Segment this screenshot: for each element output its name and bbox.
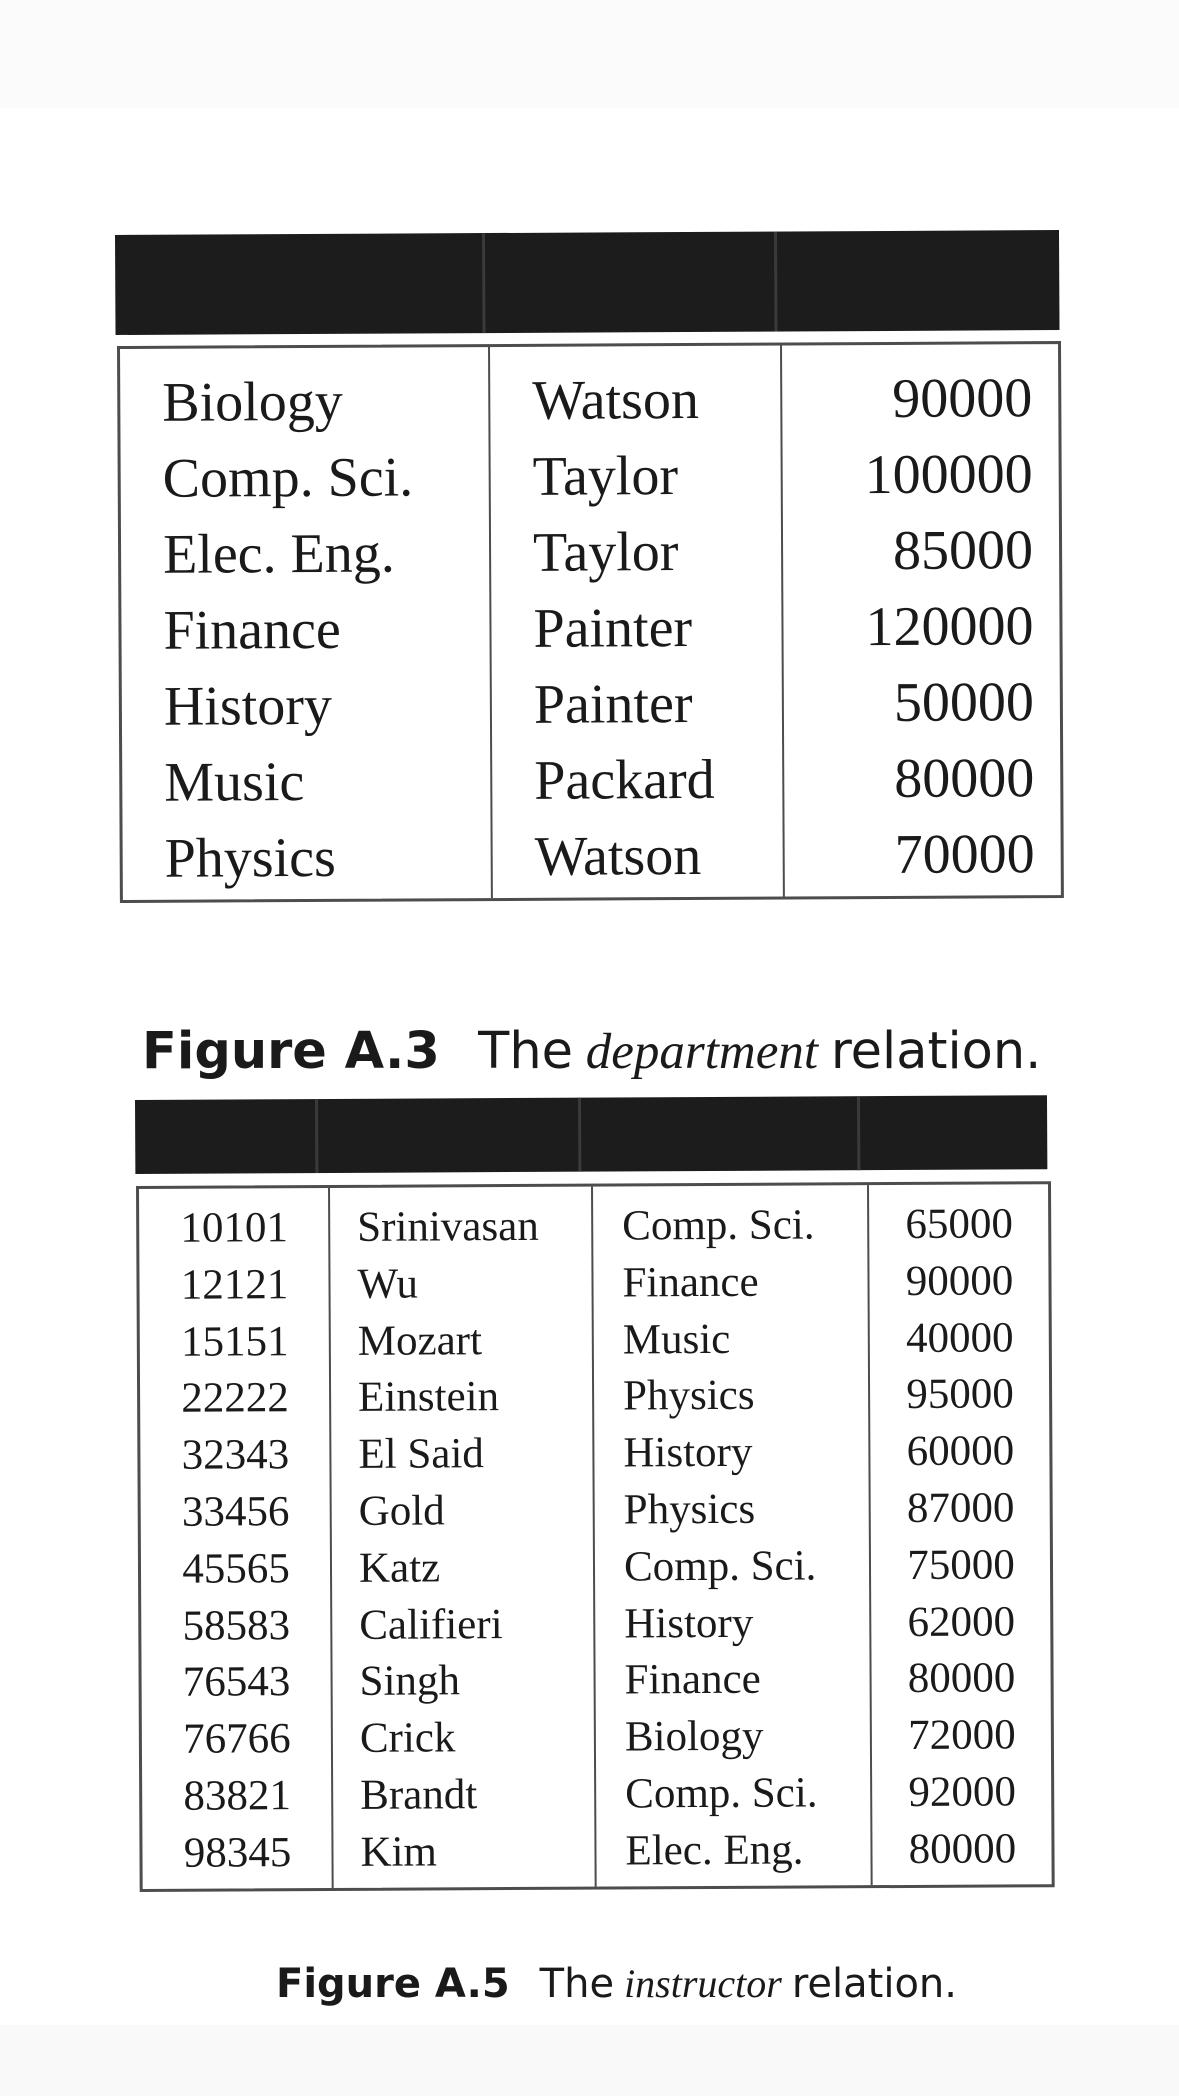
instructor-table-header-bar xyxy=(135,1095,1047,1174)
table-cell: 83821 xyxy=(183,1772,292,1820)
instructor-name-column xyxy=(357,1199,601,1882)
table-cell: Biology xyxy=(624,1712,764,1761)
table-cell: Watson xyxy=(534,824,702,888)
table-cell: 80000 xyxy=(894,747,1035,810)
table-cell: 95000 xyxy=(906,1370,1014,1419)
instructor-id-column xyxy=(149,1200,323,1882)
table-cell: 32343 xyxy=(181,1431,290,1479)
table-cell: 10101 xyxy=(180,1204,289,1252)
table-cell: Kim xyxy=(360,1828,438,1876)
table-cell: Finance xyxy=(163,598,341,662)
caption-label: Figure A.5 xyxy=(276,1961,510,2007)
table-cell: 70000 xyxy=(894,823,1035,886)
department-building-column xyxy=(532,361,795,894)
table-cell: Califieri xyxy=(359,1600,503,1649)
instructor-table xyxy=(136,1181,1055,1892)
table-cell: Physics xyxy=(622,1372,755,1420)
table-cell: Brandt xyxy=(360,1771,478,1819)
department-dept-name-column xyxy=(162,363,485,897)
top-margin xyxy=(0,0,1179,108)
table-cell: Srinivasan xyxy=(357,1202,539,1251)
table-cell: Comp. Sci. xyxy=(623,1542,817,1591)
table-cell: El Said xyxy=(358,1430,484,1479)
table-cell: Physics xyxy=(164,826,337,890)
table-cell: 58583 xyxy=(182,1601,291,1650)
caption-text: The xyxy=(478,1022,574,1081)
table-cell: 45565 xyxy=(182,1544,290,1593)
column-divider xyxy=(328,1188,334,1888)
header-divider xyxy=(482,233,486,333)
department-table xyxy=(117,341,1064,903)
caption-emphasis: department xyxy=(585,1024,819,1080)
table-cell: 87000 xyxy=(906,1484,1015,1532)
table-cell: 40000 xyxy=(905,1314,1014,1362)
table-cell: Finance xyxy=(624,1656,761,1704)
table-cell: 22222 xyxy=(181,1374,289,1423)
bottom-margin xyxy=(0,2025,1179,2096)
table-cell: 62000 xyxy=(907,1597,1016,1646)
instructor-figure-caption xyxy=(276,1960,1076,2007)
header-divider xyxy=(315,1099,318,1173)
table-cell: Mozart xyxy=(357,1316,483,1365)
table-cell: 120000 xyxy=(865,595,1034,659)
table-cell: 75000 xyxy=(907,1541,1015,1589)
header-divider xyxy=(774,232,778,332)
table-cell: 80000 xyxy=(908,1825,1017,1873)
header-divider xyxy=(578,1098,581,1172)
table-cell: History xyxy=(624,1599,754,1648)
caption-label: Figure A.3 xyxy=(142,1022,440,1081)
instructor-dept-name-column xyxy=(622,1197,866,1880)
table-cell: 85000 xyxy=(892,519,1034,582)
department-table-header-bar xyxy=(115,230,1060,335)
table-cell: Singh xyxy=(359,1657,461,1706)
table-cell: Elec. Eng. xyxy=(162,522,395,586)
table-cell: Crick xyxy=(359,1714,456,1763)
table-cell: History xyxy=(623,1428,753,1477)
table-cell: Music xyxy=(622,1315,731,1364)
table-cell: Comp. Sci. xyxy=(622,1201,815,1250)
column-divider xyxy=(867,1185,873,1885)
column-divider xyxy=(488,347,493,898)
table-cell: 15151 xyxy=(180,1317,289,1366)
table-cell: Taylor xyxy=(532,445,679,508)
table-cell: Painter xyxy=(533,672,693,736)
table-cell: Finance xyxy=(622,1258,759,1307)
table-cell: 12121 xyxy=(180,1261,289,1309)
table-cell: Elec. Eng. xyxy=(625,1826,804,1875)
table-cell: Taylor xyxy=(532,521,679,584)
table-cell: Biology xyxy=(162,370,343,434)
table-cell: Einstein xyxy=(357,1373,500,1422)
department-budget-column xyxy=(820,360,1035,893)
caption-emphasis: instructor xyxy=(624,1961,782,2006)
table-cell: 100000 xyxy=(864,443,1033,507)
table-cell: Music xyxy=(164,751,305,814)
table-cell: 76766 xyxy=(183,1715,291,1763)
table-cell: Gold xyxy=(358,1487,445,1535)
caption-text: relation. xyxy=(791,1961,957,2007)
table-cell: History xyxy=(163,674,333,738)
table-cell: 72000 xyxy=(908,1711,1016,1760)
table-cell: Physics xyxy=(623,1485,756,1534)
caption-text: The xyxy=(539,1961,615,2007)
table-cell: Comp. Sci. xyxy=(162,446,414,510)
table-cell: Painter xyxy=(533,596,693,660)
table-cell: Watson xyxy=(532,368,700,432)
table-cell: 65000 xyxy=(905,1200,1014,1248)
table-cell: Packard xyxy=(534,748,715,812)
table-cell: 92000 xyxy=(908,1768,1017,1816)
table-cell: Wu xyxy=(357,1260,419,1308)
table-cell: 98345 xyxy=(183,1828,292,1877)
table-cell: 76543 xyxy=(182,1658,291,1707)
table-cell: 50000 xyxy=(893,671,1035,734)
instructor-salary-column xyxy=(889,1196,1033,1878)
table-cell: 60000 xyxy=(906,1427,1015,1476)
table-cell: Katz xyxy=(358,1544,441,1592)
header-divider xyxy=(857,1096,860,1170)
table-cell: 33456 xyxy=(181,1488,290,1536)
caption-text: relation. xyxy=(830,1022,1042,1081)
table-cell: 80000 xyxy=(907,1654,1016,1703)
table-cell: 90000 xyxy=(905,1257,1014,1305)
table-cell: 90000 xyxy=(892,367,1033,430)
table-cell: Comp. Sci. xyxy=(625,1769,818,1818)
department-figure-caption xyxy=(142,1022,1062,1081)
